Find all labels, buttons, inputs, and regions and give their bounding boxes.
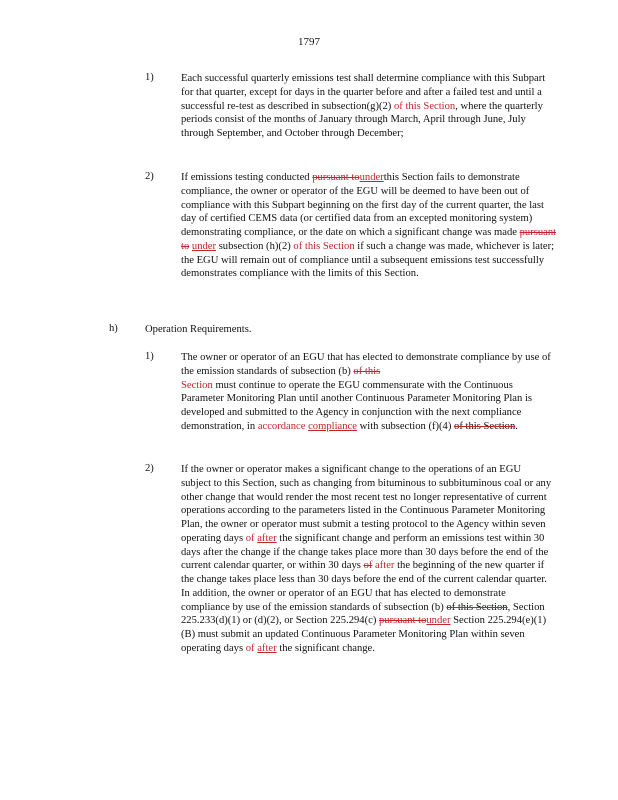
inserted-text: after — [257, 642, 277, 654]
inserted-text: of this Section — [394, 100, 456, 112]
text-run: If emissions testing conducted — [181, 172, 310, 183]
deleted-text: pursuant to — [312, 172, 360, 183]
text-run: the significant change. — [279, 642, 375, 654]
item-number: 1) — [145, 351, 154, 362]
deleted-text: of this — [353, 365, 381, 377]
text-run: . — [515, 420, 518, 432]
subsection-label: h) — [109, 323, 118, 334]
text-run: with subsection (f)(4) — [359, 420, 452, 432]
inserted-text: under — [426, 615, 451, 627]
deleted-text: pursuant to — [379, 615, 427, 627]
text-run: Each successful quarterly emissions test shall determine compliance with this Subpart for that quarter, except for days in the quarter before and after a failed test and until a successful re-test as described in subsection(g)(2) — [181, 73, 546, 112]
text-run: this Section fails to demonstrate compliance, the owner or operator of the EGU will be deemed to have been out of compliance with this Subpart beginning on the first day of the current quarter, the last day of certified CEMS data (or certified data from an excepted monitoring system) demonstrating compliance, or the date on which a significant change was made — [181, 172, 544, 238]
text-run: If the owner or operator makes a significant change to the operations of an EGU subject to this Section, such as changing from bituminous to subbituminous coal or any other change that would render the most recent test no longer representative of current operations according to the parameters listed in the Continuous Parameter Monitoring Plan, the owner or operator must submit a testing protocol to the Agency within seven operating days — [181, 464, 552, 544]
item-text — [181, 351, 551, 434]
inserted-text: under — [191, 240, 217, 252]
text-run: the beginning of the new quarter if the change takes place less than 30 days before the end of the current calendar quarter. In addition, the owner or operator of an EGU that has elected to demonstrate compliance by use of the emission standards of subsection (b) — [181, 560, 547, 613]
inserted-text: of — [245, 642, 255, 654]
text-run: must continue to operate the EGU commensurate with the Continuous Parameter Monitoring Plan until another Continuous Parameter Monitoring Plan is developed and submitted to the Agency in conjunction with the next compliance demonstration, in — [181, 379, 533, 432]
text-run: The owner or operator of an EGU that has elected to demonstrate compliance by use of the emission standards of subsection (b) — [181, 352, 551, 377]
inserted-text: Section — [181, 379, 213, 391]
inserted-text: of this Section — [293, 240, 355, 252]
inserted-text: of — [245, 532, 255, 544]
item-text — [181, 463, 553, 656]
inserted-text: under — [359, 172, 384, 183]
item-text — [181, 72, 553, 141]
text-run: , where the quarterly periods consist of the months of January through March, April through June, July through September, and October through December; — [181, 100, 543, 139]
item-text — [181, 171, 557, 281]
inserted-text: accordance — [257, 420, 306, 432]
text-run: the significant change and perform an emissions test within 30 days after the change if the change takes place more than 30 days before the end of the current calendar quarter, or within 30 days — [181, 532, 549, 572]
page-number: 1797 — [298, 36, 320, 48]
item-number: 2) — [145, 171, 154, 182]
deleted-text: of this Section — [446, 601, 508, 613]
subsection-heading: Operation Requirements. — [145, 324, 252, 335]
deleted-text: pursuant to — [181, 227, 557, 252]
text-run: if such a change was made, whichever is later; the EGU will remain out of compliance until a subsequent emissions test successfully demonstrates compliance with the limits of this Section. — [181, 240, 555, 280]
deleted-text: of this Section — [454, 420, 516, 432]
inserted-text: after — [257, 532, 277, 544]
text-run: subsection (h)(2) — [218, 240, 291, 252]
text-run: , Section 225.233(d)(1) or (d)(2), or Section 225.294(c) — [181, 601, 545, 627]
deleted-text: of — [363, 560, 373, 572]
inserted-text: after — [375, 560, 395, 572]
item-number: 2) — [145, 463, 154, 474]
text-run: Section 225.294(e)(1)(B) must submit an updated Continuous Parameter Monitoring Plan within seven operating days — [181, 615, 547, 654]
inserted-text: compliance — [308, 420, 357, 432]
item-number: 1) — [145, 72, 154, 83]
